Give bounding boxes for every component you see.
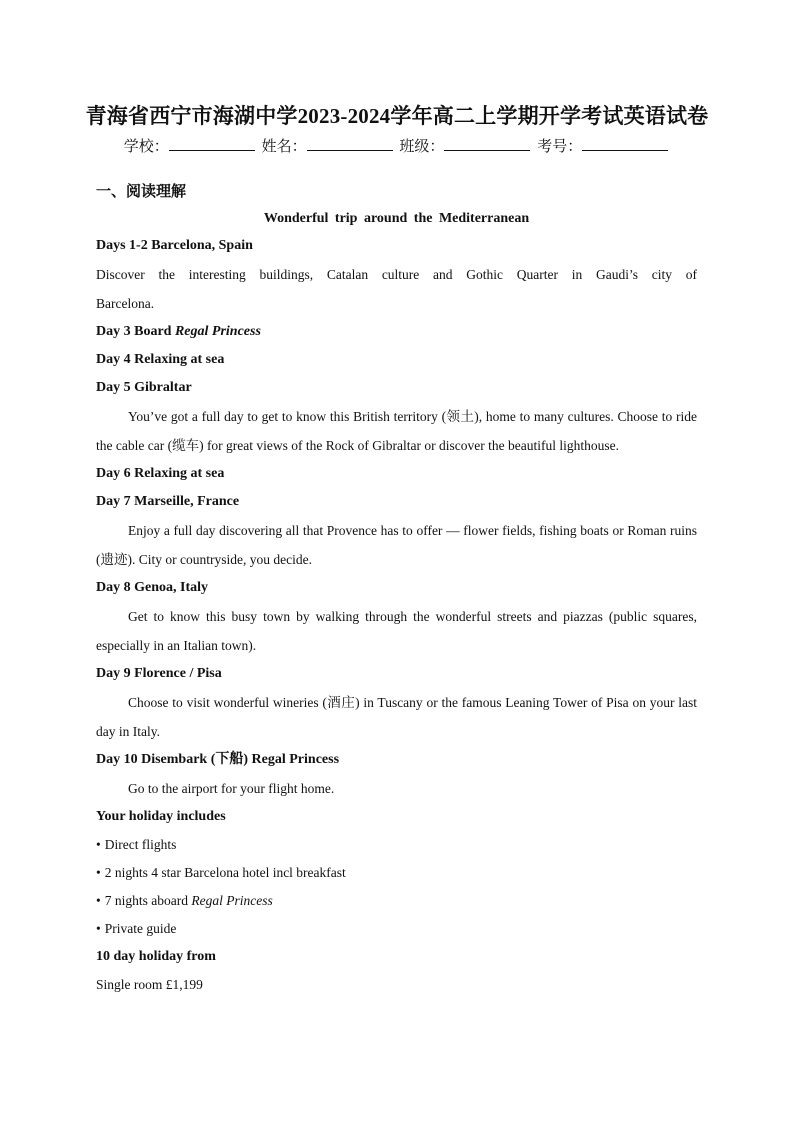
info-blank-name[interactable] [307,137,393,151]
day-text: Choose to visit wonderful wineries (酒庄) in Tuscany or the famous Leaning Tower of Pisa on your last day in Italy. [96,695,697,739]
day-text: You’ve got a full day to get to know this British territory (领土), home to many cultures. Choose to ride the cable car (缆车) for great views of the Rock of Gibraltar or discover the beautiful lighthouse. [96,409,697,453]
passage-title: Wonderful trip around the Mediterranean [263,211,530,226]
day-heading [96,318,697,346]
day-text: Go to the airport for your flight home. [128,781,335,796]
includes-item-text: Direct flights [104,837,177,852]
bullet-icon: • [96,865,101,880]
day-text-line: Discover the interesting buildings, Catalan culture and Gothic Quarter in Gaudi’s city of [96,267,697,282]
section-title: 一、阅读理解 [96,182,187,200]
includes-item [96,915,697,943]
includes-item [96,859,697,887]
day-heading: Day 4 Relaxing at sea [96,352,225,367]
includes-item-text: 2 nights 4 star Barcelona hotel incl breakfast [104,865,346,880]
info-blank-school[interactable] [169,137,255,151]
includes-item [96,831,697,859]
info-label-id: 考号： [537,137,583,155]
includes-heading: Your holiday includes [96,809,226,824]
includes-item-text: Private guide [104,921,177,936]
exam-title: 青海省西宁市海湖中学2023-2024学年高二上学期开学考试英语试卷 [85,104,709,128]
day-heading: Days 1-2 Barcelona, Spain [96,238,253,253]
day-heading-prefix: Day 3 Board [96,324,175,339]
info-blank-id[interactable] [582,137,668,151]
student-info-line [0,135,794,156]
day-heading: Day 8 Genoa, Italy [96,580,208,595]
bullet-icon: • [96,893,101,908]
day-text-line: Barcelona. [96,296,155,311]
info-blank-class[interactable] [444,137,530,151]
price-text: Single room £1,199 [96,977,203,992]
day-heading: Day 5 Gibraltar [96,380,192,395]
day-text: Enjoy a full day discovering all that Provence has to offer — flower fields, fishing boats or Roman ruins (遗迹). City or countryside, you decide. [96,523,697,567]
day-heading: Day 7 Marseille, France [96,494,240,509]
info-label-name: 姓名： [261,137,307,155]
price-heading: 10 day holiday from [96,949,216,964]
info-label-school: 学校： [123,137,169,155]
bullet-icon: • [96,837,101,852]
day-text: Get to know this busy town by walking through the wonderful streets and piazzas (public squares, especially in an Italian town). [96,609,697,653]
ship-name: Regal Princess [174,324,261,339]
info-label-class: 班级： [399,137,445,155]
bullet-icon: • [96,921,101,936]
day-heading: Day 6 Relaxing at sea [96,466,225,481]
day-heading: Day 10 Disembark (下船) Regal Princess [96,752,340,767]
exam-content [96,178,697,999]
ship-name: Regal Princess [191,893,273,908]
includes-item [96,887,697,915]
day-heading: Day 9 Florence / Pisa [96,666,222,681]
includes-item-text: 7 nights aboard [104,893,192,908]
